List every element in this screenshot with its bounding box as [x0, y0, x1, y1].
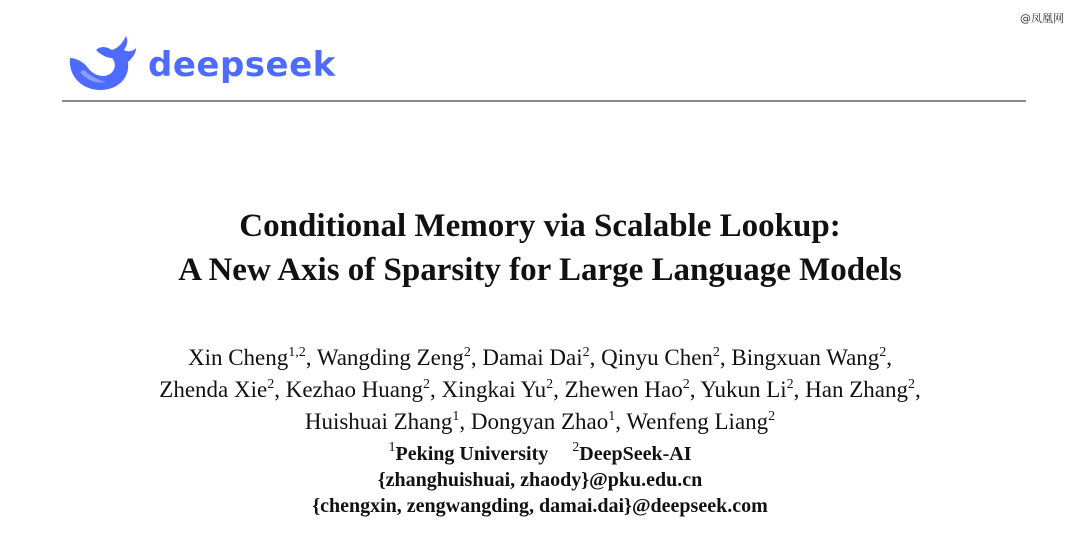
author-name: Qinyu Chen — [601, 345, 713, 370]
affiliation-name: Peking University — [395, 443, 549, 465]
author-name: Bingxuan Wang — [731, 345, 880, 370]
author-affiliation-mark: 2 — [682, 377, 690, 392]
author-affiliation-mark: 2 — [267, 377, 275, 392]
author-line: Huishuai Zhang$^1$, Dongyan Zhao$^1$, Wenfeng Liang$^2$ — [304, 409, 776, 434]
watermark: @凤凰网 — [1020, 12, 1064, 25]
author-affiliation-mark: 2 — [907, 377, 915, 392]
author-affiliation-mark: 2 — [582, 345, 590, 360]
author-affiliation-mark: 1 — [608, 409, 616, 424]
affiliation — [572, 441, 691, 467]
affiliation-name: DeepSeek-AI — [579, 443, 692, 465]
author-name: Wenfeng Liang — [626, 409, 769, 434]
author-name: Han Zhang — [805, 377, 908, 402]
author-affiliation-mark: 1 — [452, 409, 460, 424]
affiliation-mark: 1 — [388, 440, 396, 455]
author-name: Yukun Li — [700, 377, 787, 402]
author-line: Zhenda Xie$^2$, Kezhao Huang$^2$, Xingkai Yu$^2$, Zhewen Hao$^2$, Yukun Li$^2$, Han Zhang$^2$, — [159, 377, 921, 402]
affiliation-line — [0, 441, 1080, 467]
title-line: A New Axis of Sparsity for Large Language Models — [178, 252, 902, 288]
header-rule — [62, 100, 1026, 102]
author-name: Wangding Zeng — [316, 345, 464, 370]
deepseek-logo — [66, 36, 336, 94]
author-affiliation-mark: 2 — [879, 345, 887, 360]
author-affiliation-mark: 1,2 — [288, 345, 306, 360]
author-name: Xin Cheng — [187, 345, 289, 370]
email-line-1[interactable]: {zhanghuishuai, zhaody}@pku.edu.cn — [377, 469, 703, 491]
author-affiliation-mark: 2 — [463, 345, 471, 360]
author-name: Huishuai Zhang — [304, 409, 453, 434]
author-list — [0, 342, 1080, 438]
author-name: Zhenda Xie — [159, 377, 268, 402]
author-affiliation-mark: 2 — [786, 377, 794, 392]
author-name: Damai Dai — [482, 345, 583, 370]
affiliation — [389, 441, 549, 467]
author-affiliation-mark: 2 — [423, 377, 431, 392]
author-affiliation-mark: 2 — [546, 377, 554, 392]
author-name: Dongyan Zhao — [470, 409, 609, 434]
author-name: Kezhao Huang — [285, 377, 424, 402]
author-name: Xingkai Yu — [441, 377, 547, 402]
affiliations — [0, 441, 1080, 519]
author-line: Xin Cheng$^{1,2}$, Wangding Zeng$^2$, Damai Dai$^2$, Qinyu Chen$^2$, Bingxuan Wang$^2$, — [187, 345, 893, 370]
whale-icon — [66, 36, 138, 94]
title-line: Conditional Memory via Scalable Lookup: — [239, 208, 841, 244]
paper-title — [0, 204, 1080, 292]
brand-name: deepseek — [148, 45, 336, 85]
author-affiliation-mark: 2 — [712, 345, 720, 360]
email-line-2[interactable]: {chengxin, zengwangding, damai.dai}@deepseek.com — [312, 495, 768, 517]
author-name: Zhewen Hao — [564, 377, 683, 402]
affiliation-mark: 2 — [572, 440, 580, 455]
author-affiliation-mark: 2 — [768, 409, 776, 424]
